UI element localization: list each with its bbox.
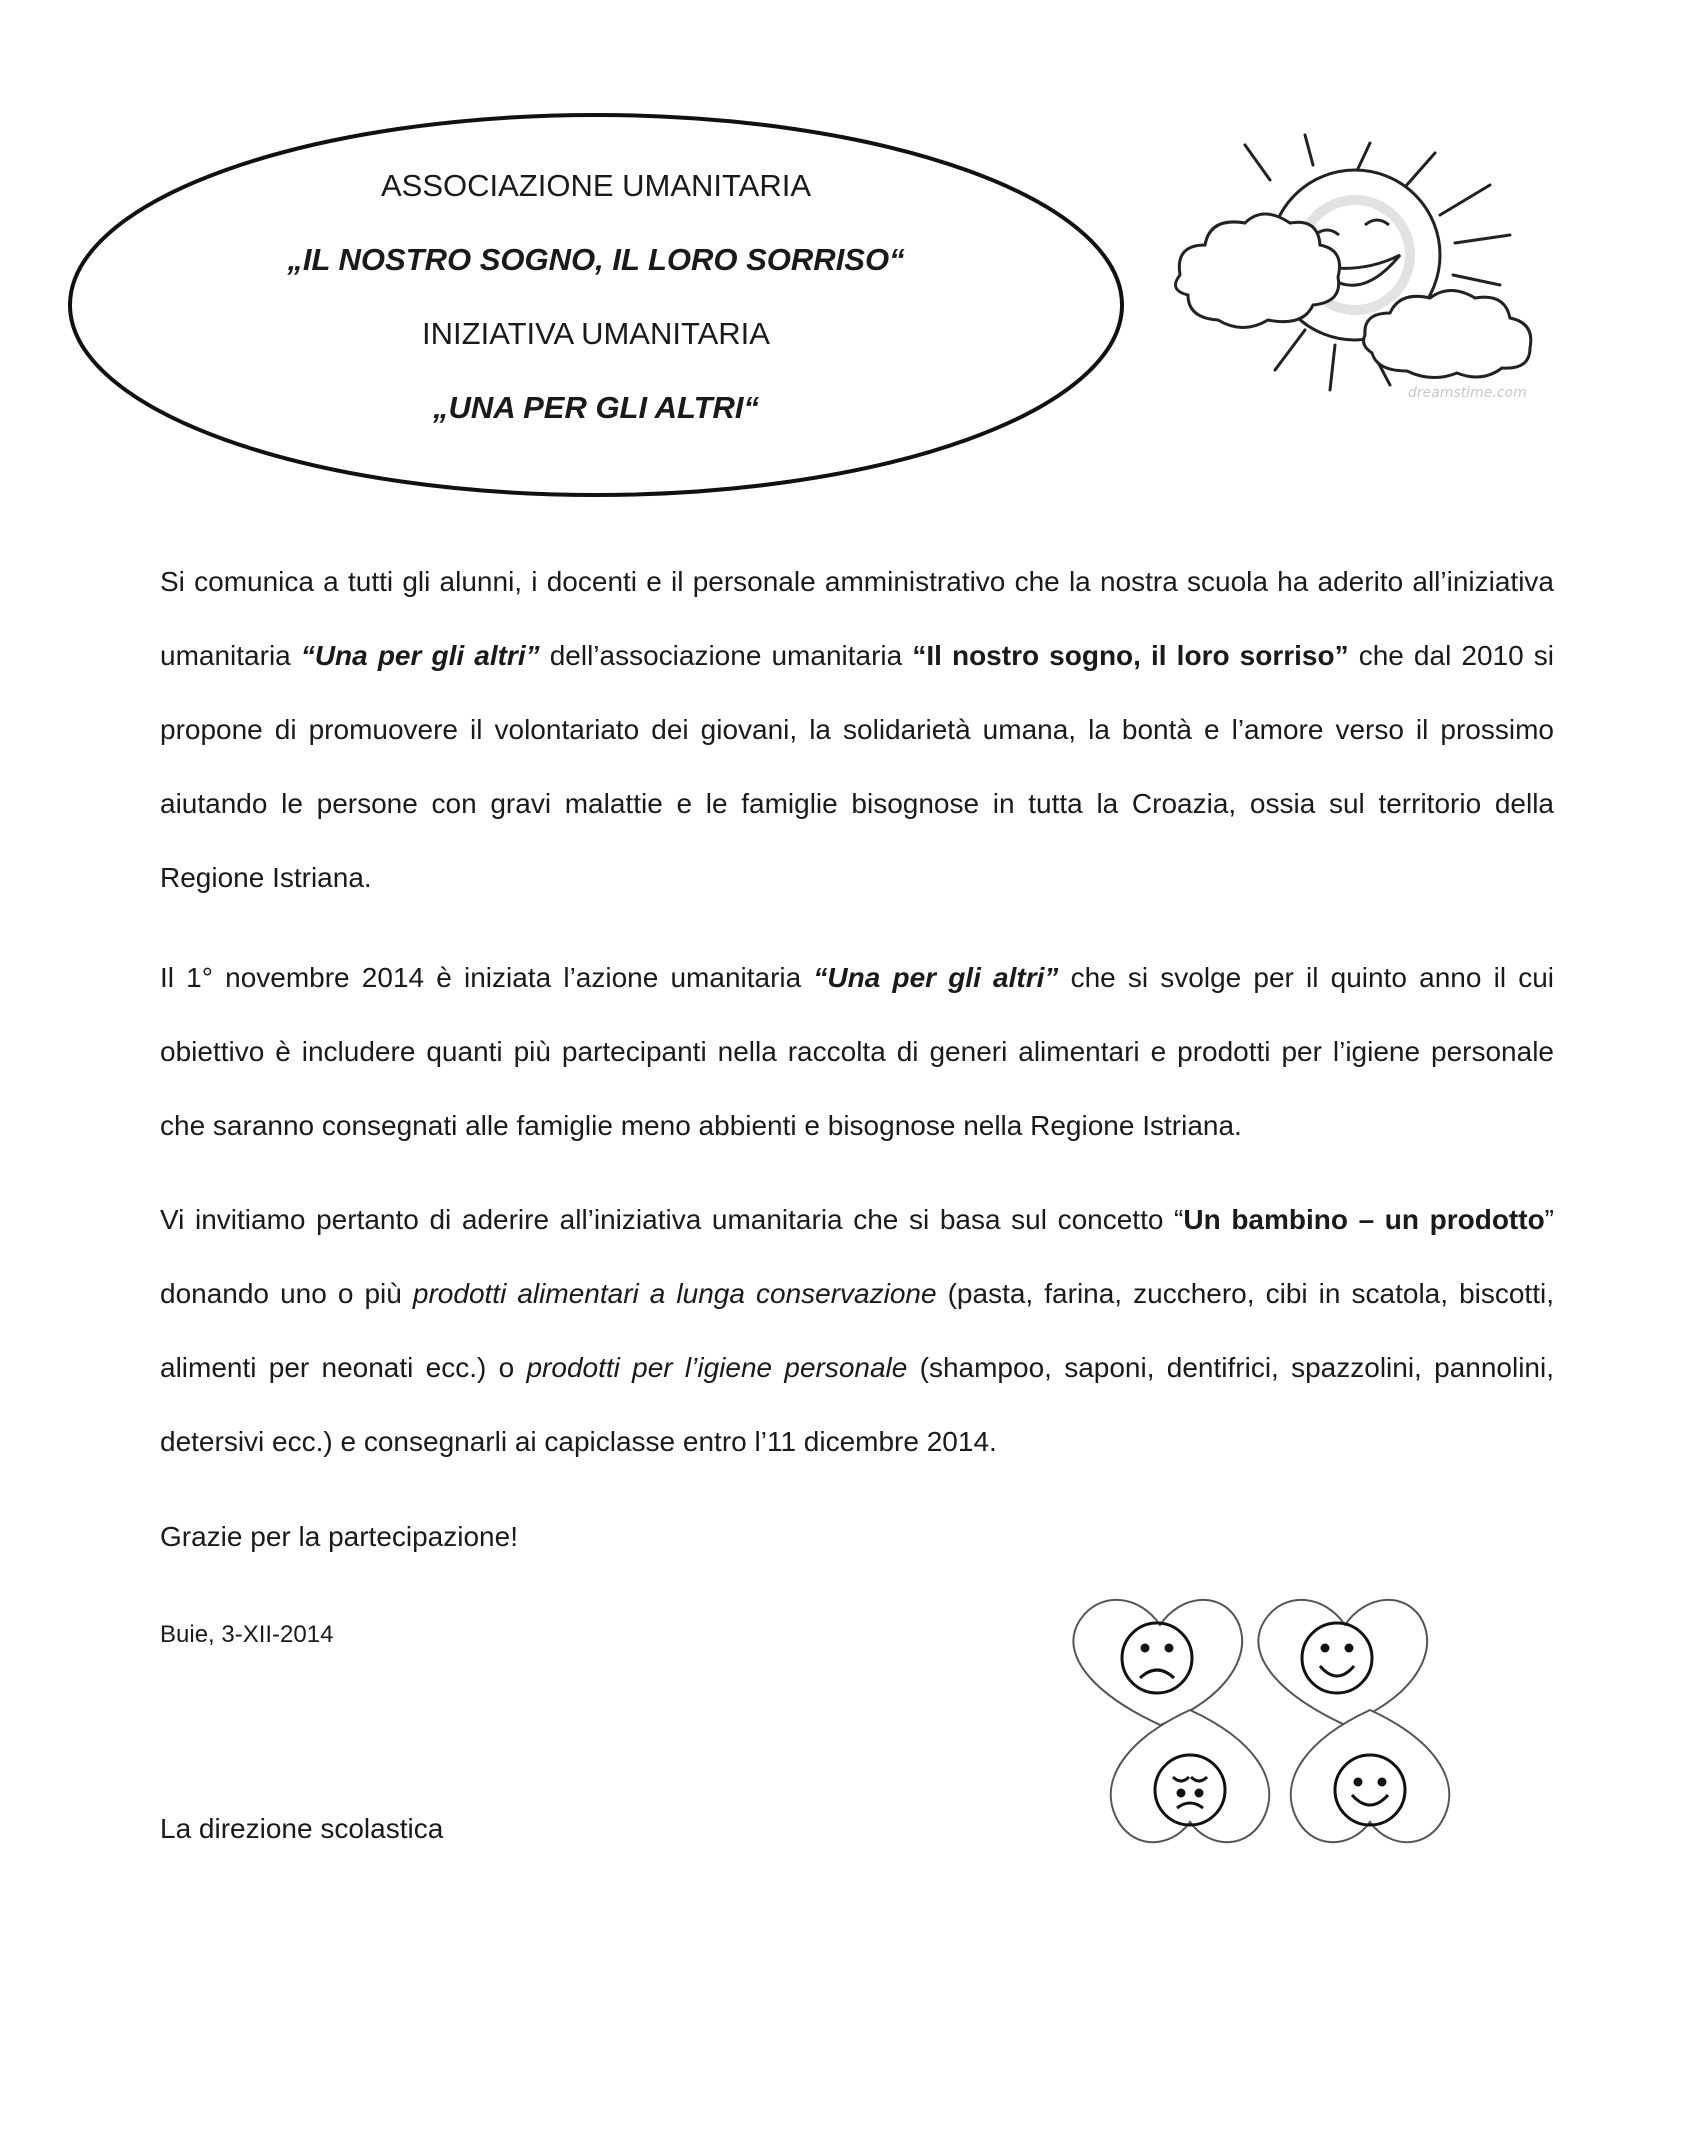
signature: La direzione scolastica bbox=[160, 1813, 444, 1844]
paragraph-3 bbox=[160, 1183, 1554, 1479]
text-run: “Il nostro sogno, il loro sorriso” bbox=[912, 640, 1349, 671]
text-run: prodotti alimentari a lunga conservazione bbox=[412, 1278, 937, 1309]
text-run: “Una per gli altri” bbox=[300, 640, 540, 671]
thanks-line: Grazie per la partecipazione! bbox=[160, 1521, 518, 1552]
text-run: prodotti per l’igiene personale bbox=[526, 1352, 908, 1383]
text-run: dell’associazione umanitaria bbox=[539, 640, 913, 671]
association-name: „IL NOSTRO SOGNO, IL LORO SORRISO“ bbox=[287, 242, 905, 277]
text-run: Un bambino – un prodotto bbox=[1183, 1204, 1545, 1235]
initiative-label: INIZIATIVA UMANITARIA bbox=[422, 316, 770, 351]
initiative-name: „UNA PER GLI ALTRI“ bbox=[432, 390, 760, 425]
text-run: (pasta, farina, zucchero, cibi in scatola, biscotti, alimenti per neonati ecc.) o bbox=[160, 1278, 1554, 1383]
letter-body bbox=[160, 545, 1554, 1479]
text-run: Si comunica a tutti gli alunni, i docenti e il personale amministrativo che la nostra scuola ha aderito all’iniziativa umanitaria bbox=[160, 566, 1554, 671]
text-run: che si svolge per il quinto anno il cui obiettivo è includere quanti più partecipanti nella raccolta di generi alimentari e prodotti per l’igiene personale che saranno consegnati alle famiglie meno abbienti e bisognose nella Regione Istriana. bbox=[160, 962, 1555, 1141]
text-run: ” donando uno o più bbox=[160, 1204, 1554, 1309]
header-ellipse bbox=[66, 110, 1126, 500]
sun-icon bbox=[1165, 125, 1565, 425]
text-run: Il 1° novembre 2014 è iniziata l’azione umanitaria bbox=[160, 962, 814, 993]
text-run: (shampoo, saponi, dentifrici, spazzolini, pannolini, detersivi ecc.) e consegnarli ai capiclasse entro l’11 dicembre 2014. bbox=[160, 1352, 1554, 1457]
paragraph-2 bbox=[160, 941, 1554, 1163]
text-run: Vi invitiamo pertanto di aderire all’iniziativa umanitaria che si basa sul concetto “ bbox=[160, 1204, 1184, 1235]
hearts-faces-icon bbox=[1065, 1590, 1465, 1860]
association-label: ASSOCIAZIONE UMANITARIA bbox=[380, 168, 812, 203]
text-run: “Una per gli altri” bbox=[813, 962, 1059, 993]
watermark-text: dreamstime.com bbox=[1408, 385, 1527, 401]
text-run: che dal 2010 si propone di promuovere il volontariato dei giovani, la solidarietà umana, la bontà e l’amore verso il prossimo aiutando le persone con gravi malattie e le famiglie bisognose in tutta la Croazia, ossia sul territorio della Regione Istriana. bbox=[160, 640, 1554, 893]
paragraph-1 bbox=[160, 545, 1554, 915]
place-date: Buie, 3-XII-2014 bbox=[160, 1621, 334, 1648]
